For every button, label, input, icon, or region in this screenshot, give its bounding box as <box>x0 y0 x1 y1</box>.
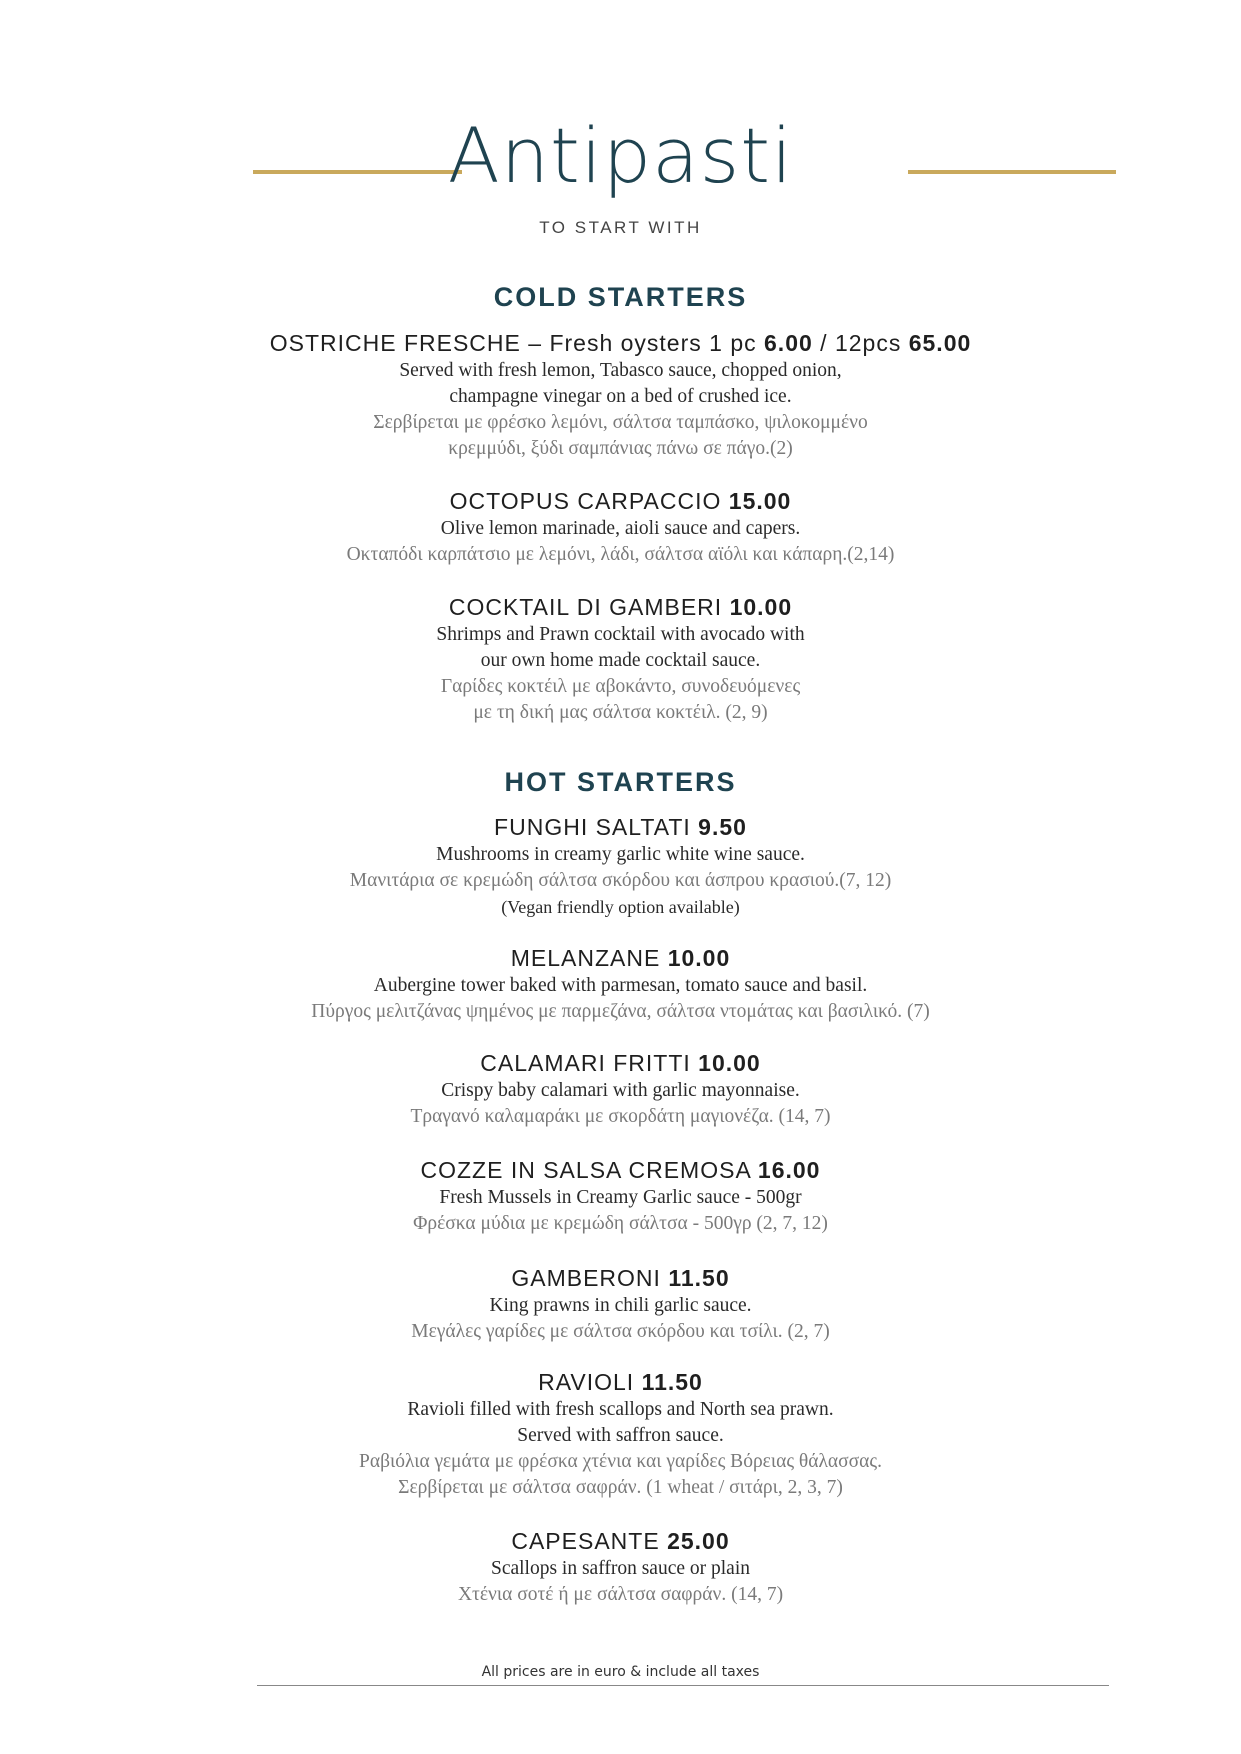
item-heading <box>0 812 1241 842</box>
item-desc-en: Aubergine tower baked with parmesan, tomato sauce and basil. <box>373 975 868 996</box>
item-desc-gr: Τραγανό καλαμαράκι με σκορδάτη μαγιονέζα. (14, 7) <box>410 1106 831 1127</box>
item-price: 11.50 <box>668 1265 730 1291</box>
item-name: CAPESANTE <box>511 1528 660 1554</box>
menu-item-calamari <box>0 1048 1241 1130</box>
item-name: COCKTAIL DI GAMBERI <box>448 594 723 620</box>
item-desc-en: King prawns in chili garlic sauce. <box>489 1295 752 1316</box>
item-price: 15.00 <box>728 488 792 514</box>
item-desc-en: Mushrooms in creamy garlic white wine sauce. <box>436 844 805 865</box>
item-dash: – <box>520 330 550 356</box>
item-price-separator: / 12pcs <box>812 330 909 356</box>
item-desc-en: champagne vinegar on a bed of crushed ice. <box>449 386 792 407</box>
item-name: RAVIOLI <box>538 1369 635 1395</box>
item-heading <box>0 1367 1241 1397</box>
menu-item-cozze <box>0 1155 1241 1237</box>
item-price: 10.00 <box>729 594 793 620</box>
item-desc-en: Crispy baby calamari with garlic mayonnaise. <box>441 1080 800 1101</box>
item-desc-gr: Ραβιόλια γεμάτα με φρέσκα χτένια και γαρίδες Βόρειας θάλασσας. <box>359 1451 882 1472</box>
item-desc-gr: Σερβίρεται με φρέσκο λεμόνι, σάλτσα ταμπάσκο, ψιλοκομμένο <box>373 412 868 433</box>
item-desc-gr: Φρέσκα μύδια με κρεμώδη σάλτσα - 500γρ (2, 7, 12) <box>413 1213 828 1234</box>
item-desc-en: Served with saffron sauce. <box>517 1425 724 1446</box>
item-desc-en: Ravioli filled with fresh scallops and North sea prawn. <box>407 1399 834 1420</box>
item-heading <box>0 486 1241 516</box>
item-note: (Vegan friendly option available) <box>501 897 740 917</box>
item-desc-gr: Χτένια σοτέ ή με σάλτσα σαφράν. (14, 7) <box>457 1584 784 1605</box>
item-desc-gr: Γαρίδες κοκτέιλ με αβοκάντο, συνοδευόμενες <box>440 676 801 697</box>
item-desc-gr: με τη δική μας σάλτσα κοκτέιλ. (2, 9) <box>473 702 768 723</box>
menu-item-capesante <box>0 1526 1241 1608</box>
item-price: 25.00 <box>667 1528 730 1554</box>
item-desc-gr: Μεγάλες γαρίδες με σάλτσα σκόρδου και τσίλι. (2, 7) <box>411 1321 830 1342</box>
item-desc-gr: Πύργος μελιτζάνας ψημένος με παρμεζάνα, σάλτσα ντομάτας και βασιλικό. (7) <box>311 1001 930 1022</box>
item-desc-gr: Μανιτάρια σε κρεμώδη σάλτσα σκόρδου και άσπρου κρασιού.(7, 12) <box>349 870 892 891</box>
item-price: 9.50 <box>698 814 747 840</box>
item-name: COZZE IN SALSA CREMOSA <box>420 1157 751 1183</box>
item-desc-en: Scallops in saffron sauce or plain <box>490 1558 751 1579</box>
item-heading <box>0 592 1241 622</box>
item-name: GAMBERONI <box>511 1265 661 1291</box>
item-heading <box>0 1526 1241 1556</box>
item-price: 10.00 <box>698 1050 761 1076</box>
item-price: 6.00 <box>764 330 813 356</box>
item-price: 65.00 <box>908 330 972 356</box>
item-desc-gr: Οκταπόδι καρπάτσιο με λεμόνι, λάδι, σάλτσα αϊόλι και κάπαρη.(2,14) <box>346 544 895 565</box>
menu-item-melanzane <box>0 943 1241 1025</box>
menu-item-ostriche <box>0 328 1241 462</box>
item-heading <box>0 1155 1241 1185</box>
item-desc-en: Olive lemon marinade, aioli sauce and capers. <box>440 518 801 539</box>
item-desc-gr: Σερβίρεται με σάλτσα σαφράν. (1 wheat / σιτάρι, 2, 3, 7) <box>398 1477 843 1498</box>
menu-item-octopus <box>0 486 1241 568</box>
item-desc-gr: κρεμμύδι, ξύδι σαμπάνιας πάνω σε πάγο.(2) <box>448 438 793 459</box>
menu-item-funghi <box>0 812 1241 920</box>
item-desc-en: Served with fresh lemon, Tabasco sauce, chopped onion, <box>399 360 842 381</box>
item-name: FUNGHI SALTATI <box>494 814 691 840</box>
item-desc-en: our own home made cocktail sauce. <box>480 650 761 671</box>
menu-item-cocktail <box>0 592 1241 726</box>
page-title: Antipasti <box>447 111 794 200</box>
menu-item-gamberoni <box>0 1263 1241 1345</box>
item-subname: Fresh oysters 1 pc <box>549 330 765 356</box>
section-title-hot: HOT STARTERS <box>504 767 737 797</box>
item-desc-en: Shrimps and Prawn cocktail with avocado with <box>436 624 805 645</box>
item-name: MELANZANE <box>510 945 661 971</box>
item-desc-en: Fresh Mussels in Creamy Garlic sauce - 500gr <box>439 1187 802 1208</box>
item-price: 10.00 <box>667 945 731 971</box>
footer-note: All prices are in euro & include all taxes <box>481 1664 760 1680</box>
section-title-cold: COLD STARTERS <box>493 282 748 312</box>
page-subtitle: TO START WITH <box>539 218 702 237</box>
item-name: OCTOPUS CARPACCIO <box>449 488 722 514</box>
footer-rule <box>257 1685 1109 1686</box>
item-heading <box>0 943 1241 973</box>
item-heading <box>0 1048 1241 1078</box>
item-heading <box>0 1263 1241 1293</box>
menu-item-ravioli <box>0 1367 1241 1501</box>
item-price: 11.50 <box>641 1369 703 1395</box>
item-name: CALAMARI FRITTI <box>480 1050 691 1076</box>
item-name: OSTRICHE FRESCHE <box>269 330 521 356</box>
item-heading <box>0 328 1241 358</box>
item-price: 16.00 <box>757 1157 821 1183</box>
